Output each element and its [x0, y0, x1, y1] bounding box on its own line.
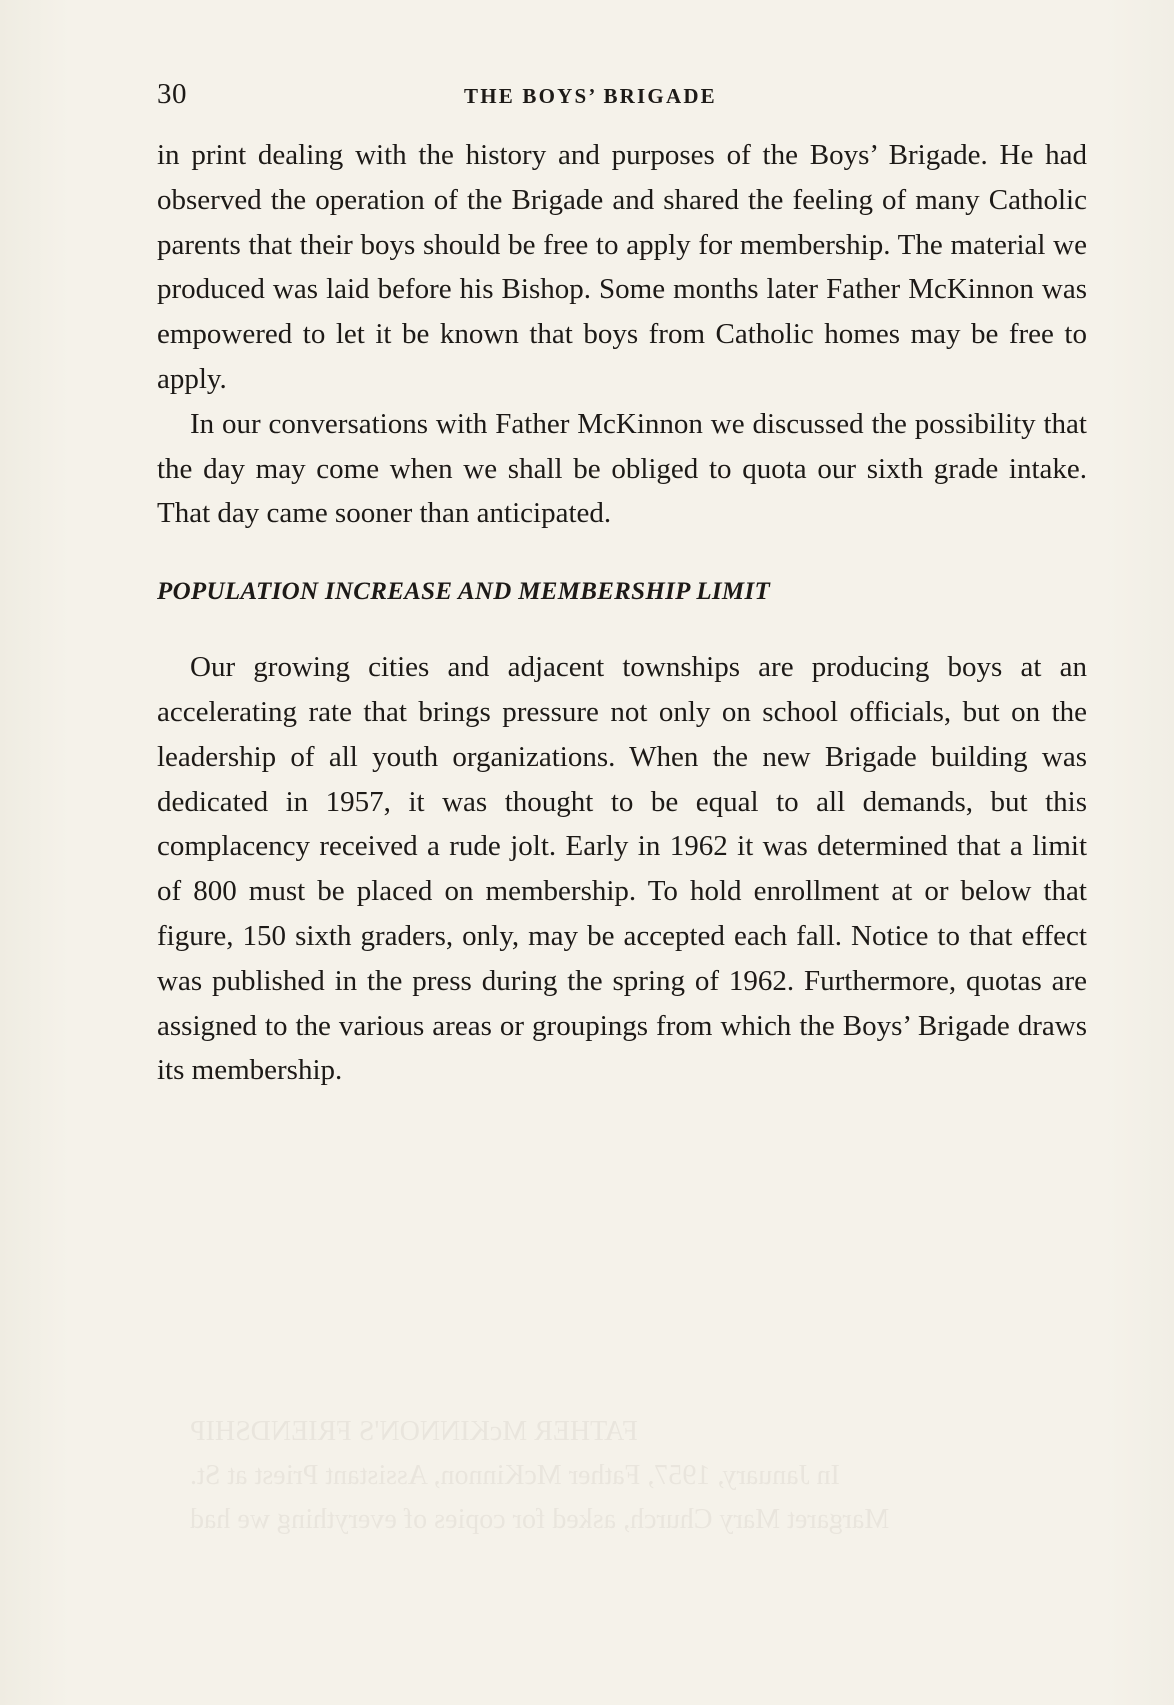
paragraph: In our conversations with Father McKinnon we discussed the possibility that the day may come when we shall be obliged to quota our sixth grade intake. That day came sooner than anticipated.	[157, 407, 1087, 530]
page-number: 30	[157, 78, 187, 110]
body-text	[157, 133, 1087, 1093]
paragraph-continuation: in print dealing with the history and purposes of the Boys’ Brigade. He had observed the operation of the Brigade and shared the feeling of many Catholic parents that their boys should be free to apply for membership. The material we produced was laid before his Bishop. Some months later Father McKinnon was empowered to let it be known that boys from Catholic homes may be free to apply.	[157, 139, 1087, 395]
running-head: THE BOYS’ BRIGADE	[464, 84, 717, 108]
page-header	[157, 72, 1087, 116]
section-heading: POPULATION INCREASE AND MEMBERSHIP LIMIT	[157, 578, 771, 606]
show-through-text: FATHER McKINNON'S FRIENDSHIP In January, 1957, Father McKinnon, Assistant Priest at St. Margaret Mary Church, asked for copies of everything we had	[190, 1416, 890, 1535]
section-paragraph: Our growing cities and adjacent townships are producing boys at an accelerating rate that brings pressure not only on school officials, but on the leadership of all youth organizations. When the new Brigade building was dedicated in 1957, it was thought to be equal to all demands, but this complacency received a rude jolt. Early in 1962 it was determined that a limit of 800 must be placed on membership. To hold enrollment at or below that figure, 150 sixth graders, only, may be accepted each fall. Notice to that effect was published in the press during the spring of 1962. Furthermore, quotas are assigned to the various areas or groupings from which the Boys’ Brigade draws its membership.	[157, 651, 1087, 1087]
